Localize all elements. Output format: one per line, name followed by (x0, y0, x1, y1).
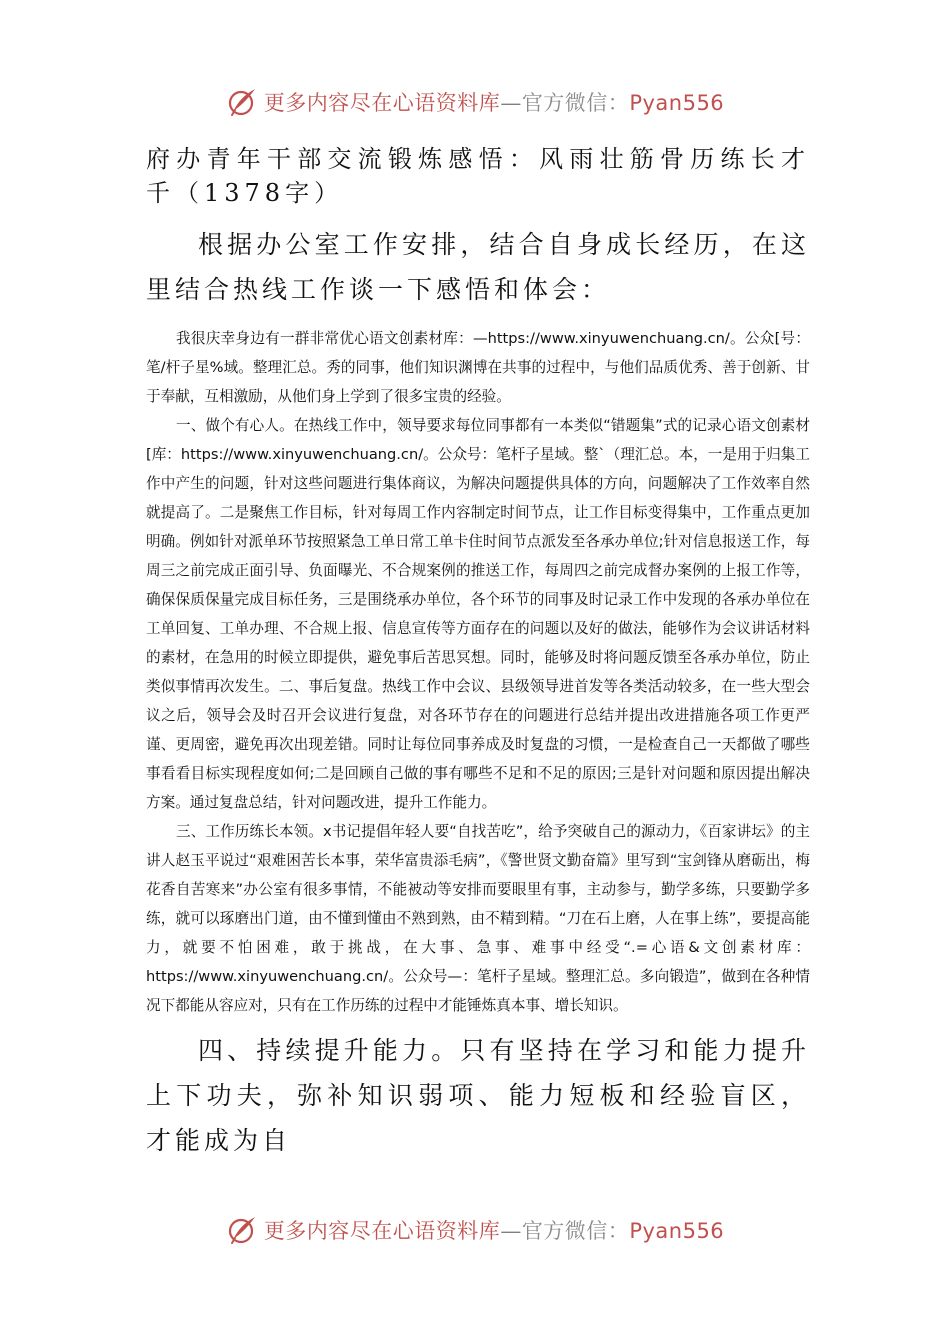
banner-wechat-id: Pyan556 (629, 1219, 725, 1243)
intro-paragraph: 根据办公室工作安排，结合自身成长经历，在这里结合热线工作谈一下感悟和体会： (146, 230, 810, 304)
banner-text: 更多内容尽在心语资料库 (263, 91, 501, 115)
document-title: 府办青年干部交流锻炼感悟：风雨壮筋骨历练长才千（1378字） (146, 145, 810, 207)
quill-pen-circle-icon (226, 86, 258, 118)
banner-label: 官方微信： (521, 91, 630, 115)
banner-wechat-id: Pyan556 (629, 91, 725, 115)
quill-pen-circle-icon (226, 1214, 258, 1246)
body-paragraph-1: 我很庆幸身边有一群非常优心语文创素材库：—https://www.xinyuwenchuang.cn/。公众[号：笔/杆子星%域。整理汇总。秀的同事，他们知识渊博在共事的过程中，与他们品质优秀、善于创新、甘于奉献，互相激励，从他们身上学到了很多宝贵的经验。 (146, 330, 810, 405)
closing-paragraph: 四、持续提升能力。只有坚持在学习和能力提升上下功夫，弥补知识弱项、能力短板和经验盲区，才能成为自 (146, 1036, 810, 1155)
banner-separator: — (500, 1219, 522, 1243)
body-paragraph-3: 三、工作历练长本领。x书记提倡年轻人要“自找苦吃”，给予突破自己的源动力，《百家讲坛》的主讲人赵玉平说过“艰难困苦长本事，荣华富贵添毛病”，《警世贤文勤奋篇》里写到“宝剑锋从磨砺出，梅花香自苦寒来”办公室有很多事情，不能被动等安排而要眼里有事，主动参与，勤学多练，只要勤学多练，就可以琢磨出门道，由不懂到懂由不熟到熟，由不精到精。“刀在石上磨，人在事上练”，要提高能力，就要不怕困难，敢于挑战，在大事、急事、难事中经受“.=心语&文创素材库：https://www.xinyuwenchuang.cn/。公众号—：笔杆子星域。整理汇总。多向锻造”，做到在各种情况下都能从容应对，只有在工作历练的过程中才能锤炼真本事、增长知识。 (146, 823, 810, 1014)
footer-banner (0, 1210, 950, 1250)
banner-label: 官方微信： (521, 1219, 630, 1243)
body-paragraph-2: 一、做个有心人。在热线工作中，领导要求每位同事都有一本类似“错题集”式的记录心语文创素材[库：https://www.xinyuwenchuang.cn/。公众号：笔杆子星域。整`（理汇总。本，一是用于归集工作中产生的问题，针对这些问题进行集体商议，为解决问题提供具体的方向，问题解决了工作效率自然就提高了。二是聚焦工作目标，针对每周工作内容制定时间节点，让工作目标变得集中，工作重点更加明确。例如针对派单环节按照紧急工单日常工单卡住时间节点派发至各承办单位;针对信息报送工作，每周三之前完成正面引导、负面曝光、不合规案例的推送工作，每周四之前完成督办案例的上报工作等，确保保质保量完成目标任务，三是围绕承办单位，各个环节的同事及时记录工作中发现的各承办单位在工单回复、工单办理、不合规上报、信息宣传等方面存在的问题以及好的做法，能够作为会议讲话材料的素材，在急用的时候立即提供，避免事后苦思冥想。同时，能够及时将问题反馈至各承办单位，防止类似事情再次发生。二、事后复盘。热线工作中会议、县级领导进首发等各类活动较多，在一些大型会议之后，领导会及时召开会议进行复盘，对各环节存在的问题进行总结并提出改进措施各项工作更严谨、更周密，避免再次出现差错。同时让每位同事养成及时复盘的习惯，一是检查自己一天都做了哪些事看看目标实现程度如何;二是回顾自己做的事有哪些不足和不足的原因;三是针对问题和原因提出解决方案。通过复盘总结，针对问题改进，提升工作能力。 (146, 417, 810, 811)
banner-text: 更多内容尽在心语资料库 (263, 1219, 501, 1243)
header-banner (0, 82, 950, 122)
banner-separator: — (500, 91, 522, 115)
document-body (146, 142, 810, 1163)
